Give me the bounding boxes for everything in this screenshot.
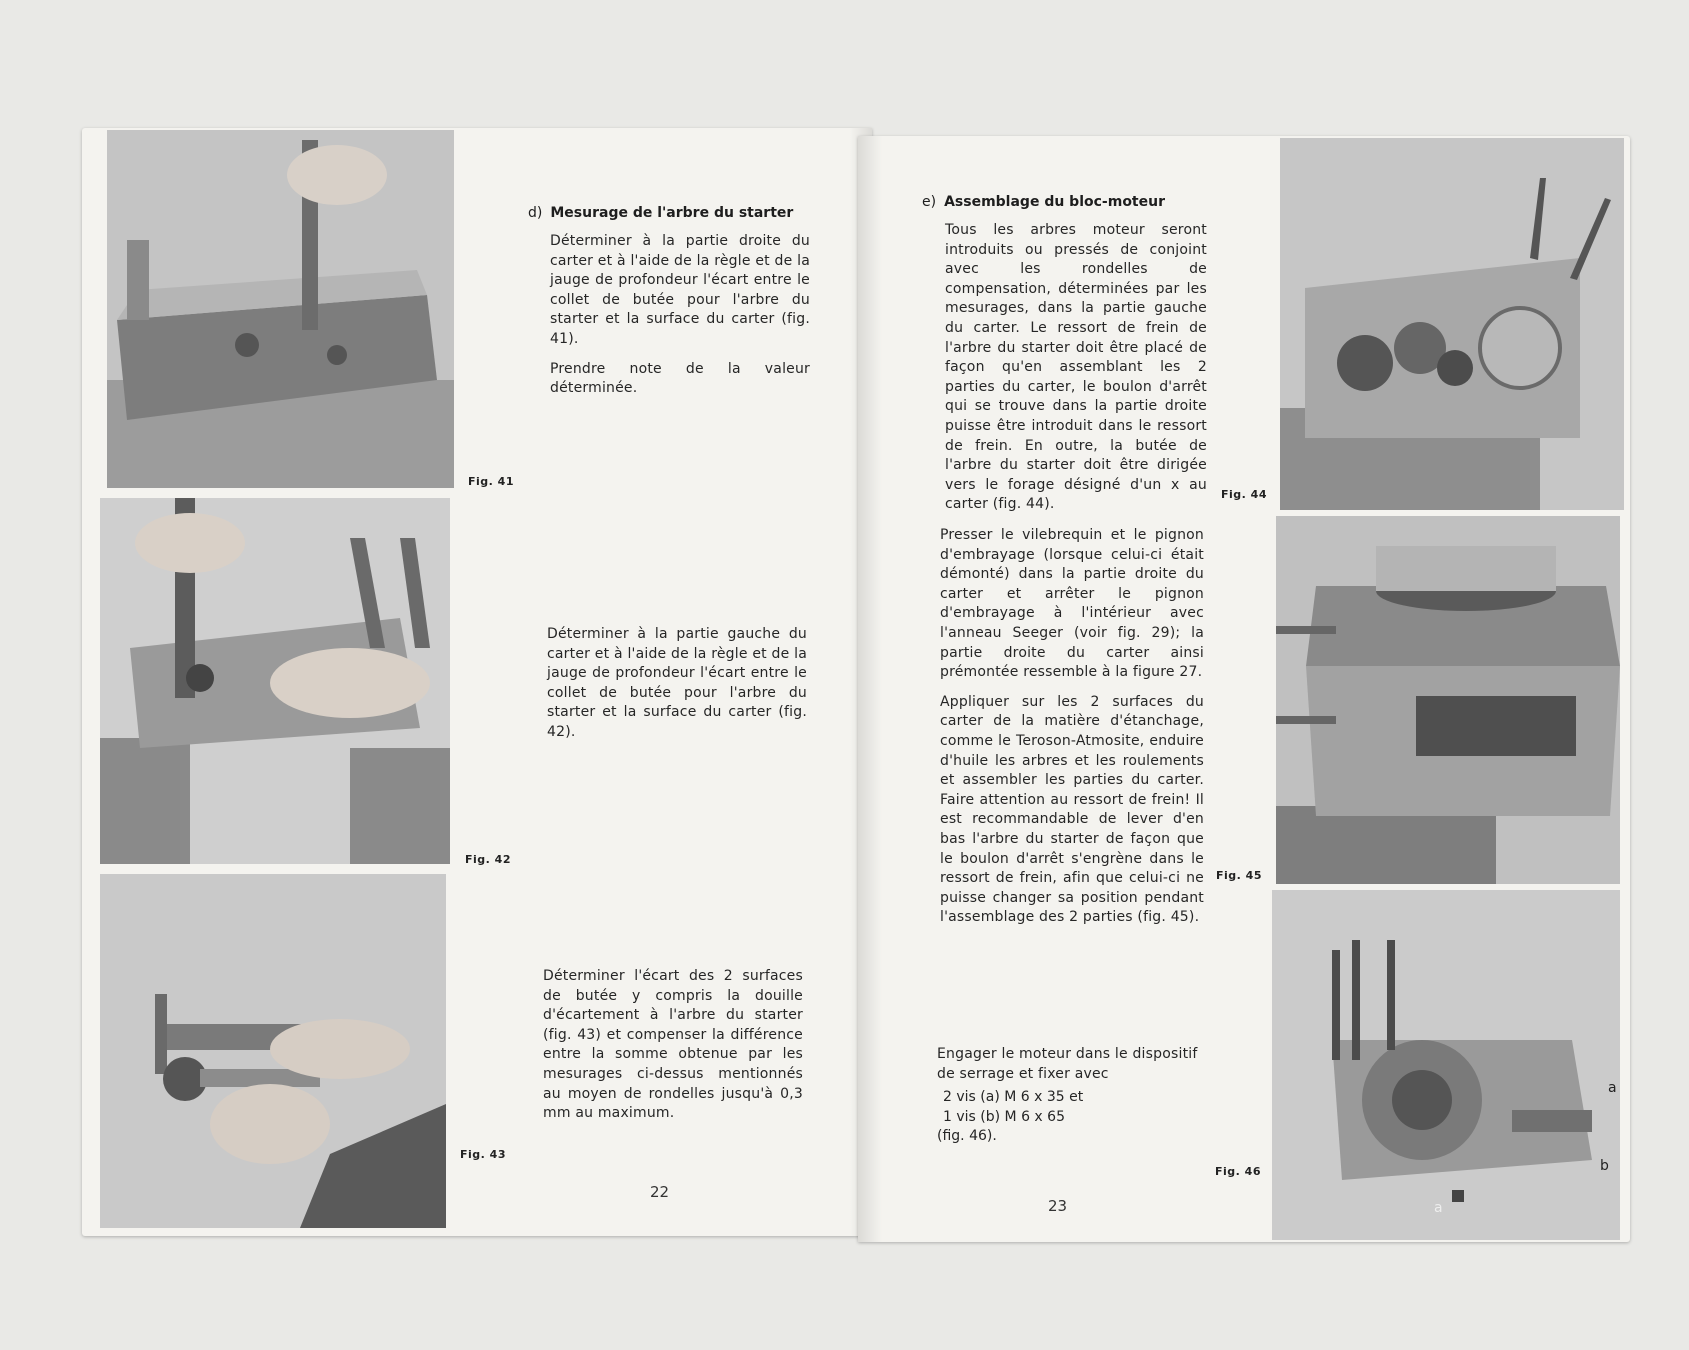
section-e-heading <box>922 194 1165 210</box>
section-d-letter: d) <box>528 205 543 221</box>
section-e-letter: e) <box>922 194 937 210</box>
fig-41-caption: Fig. 41 <box>468 475 514 488</box>
right-para-2 <box>940 526 1204 938</box>
photo-fig-43 <box>100 874 446 1228</box>
section-d-title: Mesurage de l'arbre du starter <box>550 205 794 221</box>
right-para-2-text: Presser le vilebrequin et le pignon d'embrayage (lorsque celui-ci était démonté) dans la partie droite du carter et arrêter le pignon d'embrayage à l'intérieur avec l'anneau Seeger (voir fig. 29); la partie droite du carter ainsi prémontée ressemble à la figure 27. <box>940 527 1204 681</box>
photo-fig-42 <box>100 498 450 864</box>
fig-46-caption: Fig. 46 <box>1215 1165 1261 1178</box>
fig-44-caption: Fig. 44 <box>1221 488 1267 501</box>
photo-fig-45 <box>1276 516 1620 884</box>
callout-label-a-bottom: a <box>1434 1200 1444 1216</box>
page-number-23: 23 <box>1048 1197 1068 1215</box>
right-para-3-text: Appliquer sur les 2 surfaces du carter de la matière d'étanchage, comme le Teroson-Atmosite, enduire d'huile les arbres et les roulements et assembler les parties du carter. Faire attention au ressort de frein! Il est recommandable de lever d'en bas l'arbre du starter de façon que le boulon d'arrêt s'engrène dans le ressort de frein, afin que celui-ci ne puisse changer sa position pendant l'assemblage des 2 parties (fig. 45). <box>940 693 1204 926</box>
right-para-4: Engager le moteur dans le dispositif de serrage et fixer avec <box>937 1046 1198 1082</box>
section-e-para-1: Tous les arbres moteur seront introduits ou pressés de conjoint avec les rondelles de compensation, déterminées par les mesurages, dans la partie gauche du carter. Le ressort de frein de l'arbre du starter doit être placé de façon qu'en assemblant les 2 parties du carter, le boulon d'arrêt qui se trouve dans la partie droite puisse être introduit dans le ressort de frein. En outre, la butée de l'arbre du starter doit être dirigée vers le forage désigné d'un x au carter (fig. 44). <box>945 222 1207 513</box>
fig-42-caption: Fig. 42 <box>465 853 511 866</box>
fig-45-caption: Fig. 45 <box>1216 869 1262 882</box>
page-number-22: 22 <box>650 1183 670 1201</box>
fig-43-caption: Fig. 43 <box>460 1148 506 1161</box>
section-d-text <box>550 232 810 409</box>
section-d-heading <box>528 205 793 221</box>
screw-spec-list <box>937 1088 1083 1147</box>
callout-label-a-right: a <box>1608 1080 1618 1096</box>
section-d-para-1: Déterminer à la partie droite du carter et à l'aide de la règle et de la jauge de profondeur l'écart entre le collet de butée pour l'arbre du starter et la surface du carter (fig. 41). <box>550 233 810 347</box>
screw-spec-2: 1 vis (b) M 6 x 65 <box>943 1108 1065 1125</box>
left-para-4: Déterminer l'écart des 2 surfaces de butée y compris la douille d'écartement à l'arbre du starter (fig. 43) et compenser la différence entre la somme obtenue par les mesurages ci-dessus mentionnés au moyen de rondelles jusqu'à 0,3 mm au maximum. <box>543 968 803 1122</box>
section-d-para-2: Prendre note de la valeur déterminée. <box>550 360 810 397</box>
left-para-3: Déterminer à la partie gauche du carter et à l'aide de la règle et de la jauge de profondeur l'écart entre le collet de butée pour l'arbre du starter et la surface du carter (fig. 42). <box>547 626 807 740</box>
screw-spec-3: (fig. 46). <box>937 1128 997 1145</box>
section-e-title: Assemblage du bloc-moteur <box>944 194 1165 210</box>
photo-fig-46 <box>1272 890 1620 1240</box>
screw-spec-1: 2 vis (a) M 6 x 35 et <box>943 1089 1084 1105</box>
photo-fig-44 <box>1280 138 1624 510</box>
callout-label-b: b <box>1600 1158 1610 1174</box>
photo-fig-41 <box>107 130 454 488</box>
